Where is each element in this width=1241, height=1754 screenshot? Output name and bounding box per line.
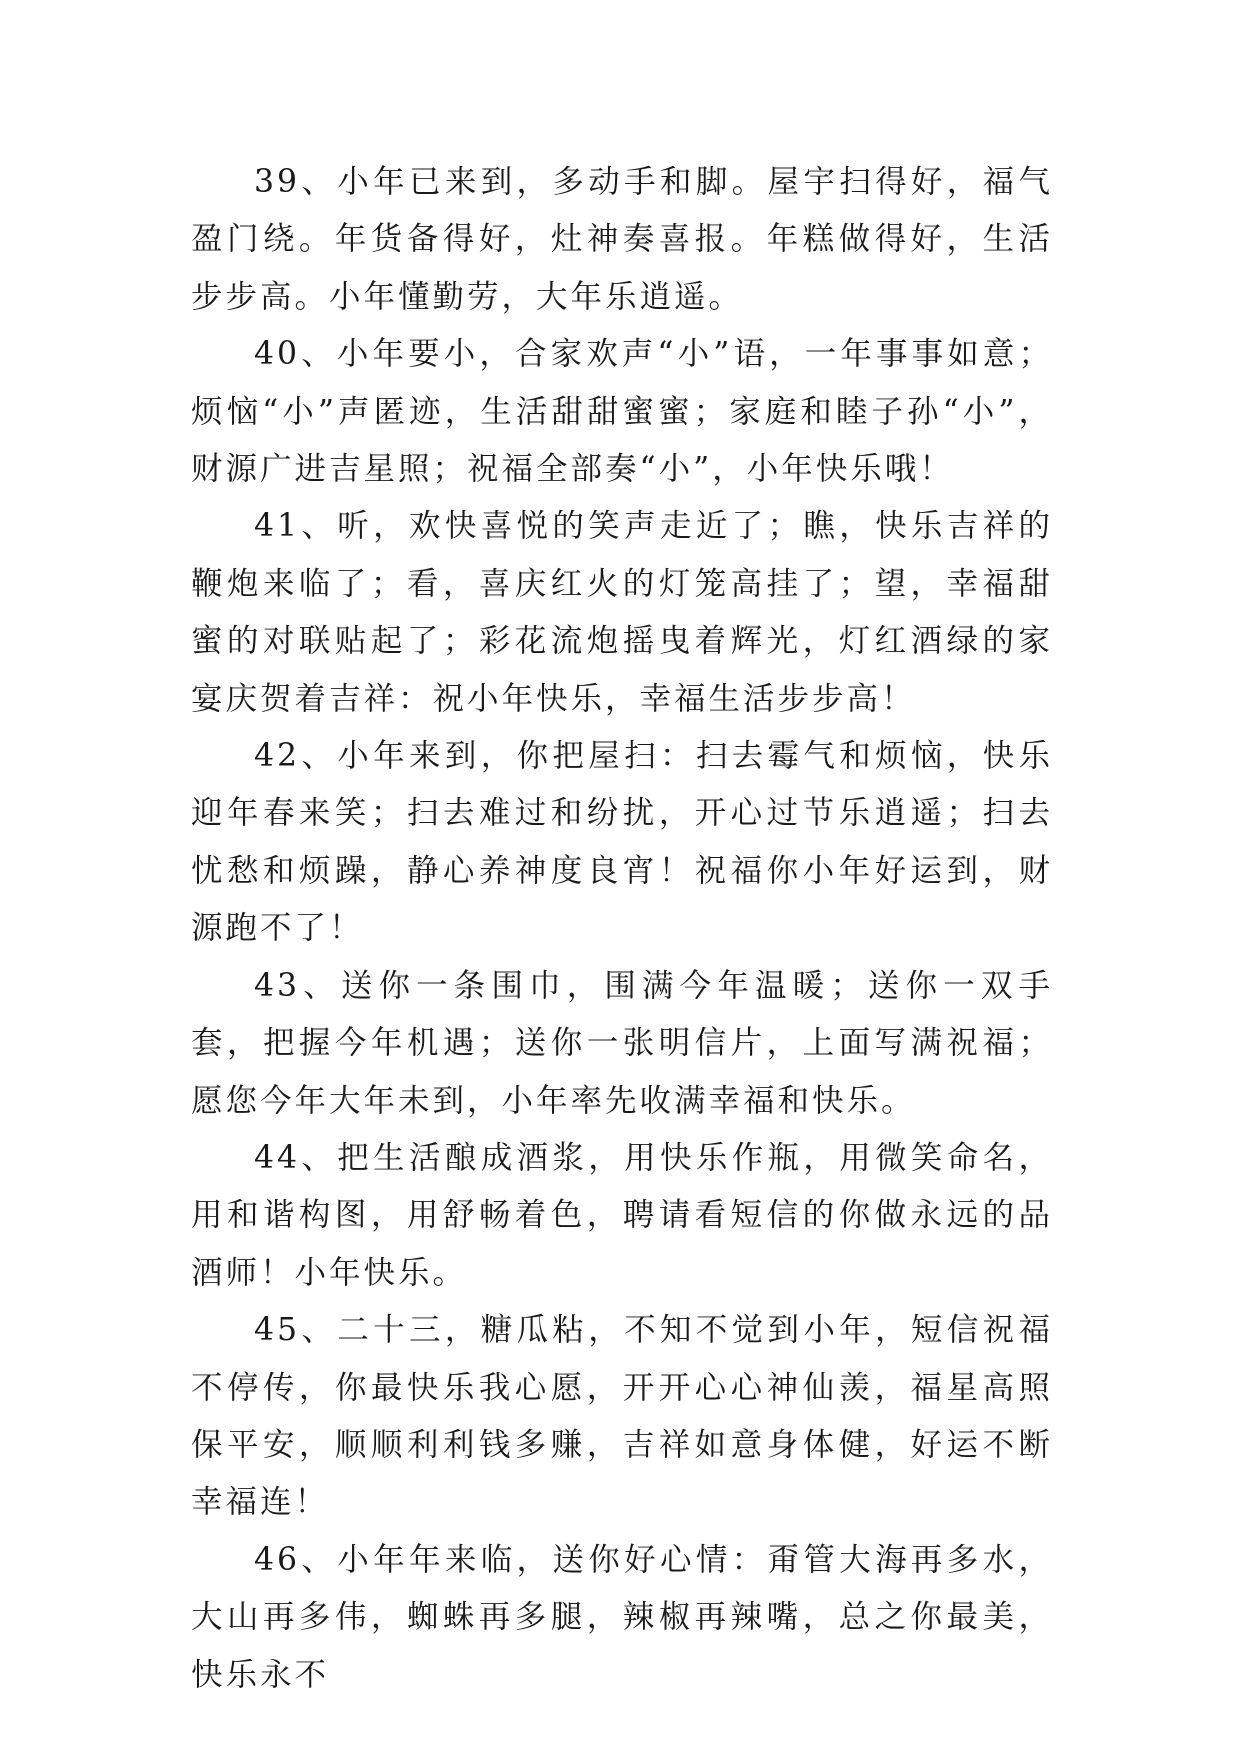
paragraph-39: 39、小年已来到，多动手和脚。屋宇扫得好，福气盈门绕。年货备得好，灶神奏喜报。年糕做得好，生活步步高。小年懂勤劳，大年乐逍遥。 [191,164,1053,315]
paragraph-45: 45、二十三，糖瓜粘，不知不觉到小年，短信祝福不停传，你最快乐我心愿，开开心心神仙羡，福星高照保平安，顺顺利利钱多赚，吉祥如意身体健，好运不断幸福连！ [191,1312,1053,1521]
paragraph-42: 42、小年来到，你把屋扫：扫去霉气和烦恼，快乐迎年春来笑；扫去难过和纷扰，开心过节乐逍遥；扫去忧愁和烦躁，静心养神度良宵！祝福你小年好运到，财源跑不了！ [191,738,1053,947]
document-body [191,154,1053,1704]
paragraph-41: 41、听，欢快喜悦的笑声走近了；瞧，快乐吉祥的鞭炮来临了；看，喜庆红火的灯笼高挂了；望，幸福甜蜜的对联贴起了；彩花流炮摇曳着辉光，灯红酒绿的家宴庆贺着吉祥：祝小年快乐，幸福生活步步高！ [191,508,1053,717]
paragraph-44: 44、把生活酿成酒浆，用快乐作瓶，用微笑命名，用和谐构图，用舒畅着色，聘请看短信的你做永远的品酒师！小年快乐。 [191,1139,1053,1291]
paragraph-46: 46、小年年来临，送你好心情：甭管大海再多水，大山再多伟，蜘蛛再多腿，辣椒再辣嘴，总之你最美，快乐永不 [191,1541,1053,1693]
paragraph-40: 40、小年要小，合家欢声“小”语，一年事事如意；烦恼“小”声匿迹，生活甜甜蜜蜜；家庭和睦子孙“小”，财源广进吉星照；祝福全部奏“小”，小年快乐哦！ [191,336,1053,488]
paragraph-43: 43、送你一条围巾，围满今年温暖；送你一双手套，把握今年机遇；送你一张明信片，上面写满祝福；愿您今年大年未到，小年率先收满幸福和快乐。 [191,967,1053,1119]
